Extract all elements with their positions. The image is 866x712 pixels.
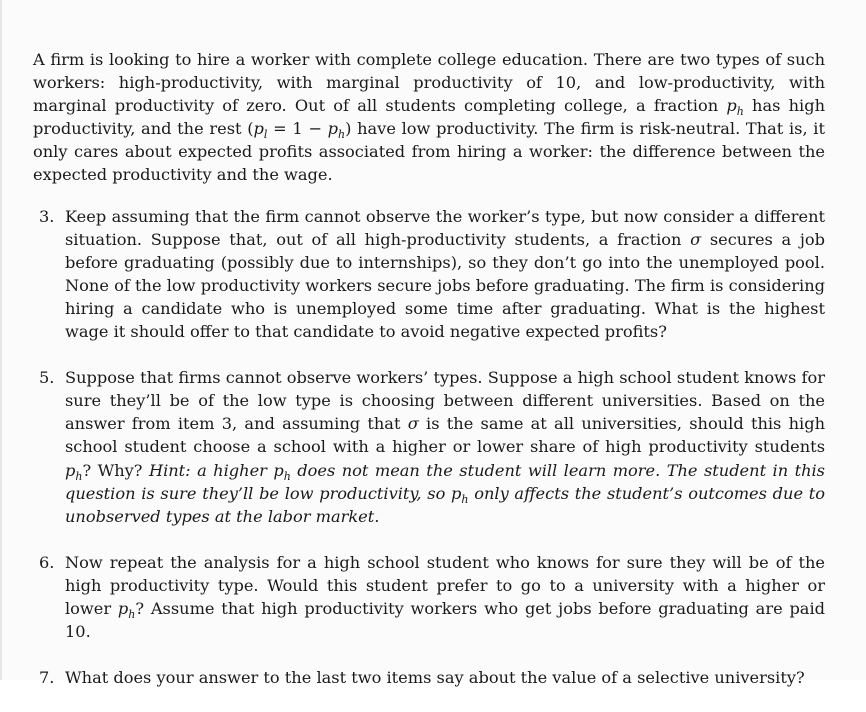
question-item-5 (33, 366, 825, 528)
math-ph: $p_h$ (273, 460, 291, 483)
question-item-6 (33, 551, 825, 643)
question-number: 3. (39, 206, 55, 226)
question-item-7 (33, 666, 825, 689)
question-list (33, 205, 825, 690)
math-ph: $p_h$ (451, 483, 469, 506)
math-ph: $p_h$ (117, 598, 136, 622)
question-text: Now repeat the analysis for a high school student who knows for sure they will be of the high productivity type. Would this student prefer to go to a university with a higher or lower $p_h$? Assume that high productivity workers who get jobs before graduating are paid 10. (65, 552, 825, 642)
question-text: What does your answer to the last two items say about the value of a selective university? (65, 668, 805, 688)
intro-paragraph (33, 48, 825, 187)
math-ph: $p_h$ (726, 96, 744, 119)
math-sigma: σ (690, 229, 702, 249)
question-item-3 (33, 205, 825, 344)
math-ph: $p_h$ (65, 460, 83, 483)
intro-text: ) have low productivity. The firm is risk-neutral. That is, it only cares about expected profits associated from hiring a worker: the difference between the expected productivity and the wage. (33, 119, 825, 185)
hint-text: Hint: a higher $p_h$ does not mean the student will learn more. The student in this question is sure they’ll be low productivity, so $p_h$ only affects the student’s outcomes due to unobserved types at the labor market. (65, 460, 825, 526)
question-number: 6. (39, 552, 55, 572)
intro-text: A firm is looking to hire a worker with complete college education. There are two types of such workers: high-productivity, with marginal productivity of 10, and low-productivity, with marginal productivity of zero. Out of all students completing college, a fraction (33, 50, 825, 116)
question-number: 5. (39, 368, 55, 388)
math-pl: $p_l$ (253, 119, 268, 142)
question-text: Suppose that firms cannot observe workers’ types. Suppose a high school student knows for sure they’ll be of the low type is choosing between different universities. Based on the answer from item 3, and assuming that σ is the same at all universities, should this high school student choose a school with a higher or lower share of high productivity students $p_h$? Why? Hint: a higher $p_h$ does not mean the student will learn more. The student in this question is sure they’ll be low productivity, so $p_h$ only affects the student’s outcomes due to unobserved types at the labor market. (65, 368, 825, 526)
math-sigma: σ (407, 414, 419, 434)
document-body (33, 48, 825, 712)
math-equation: = 1 − (267, 119, 328, 139)
math-ph: $p_h$ (327, 119, 346, 142)
intro-text: has high productivity, and the rest ( (33, 96, 825, 139)
question-number: 7. (39, 668, 55, 688)
question-text: Keep assuming that the firm cannot observe the worker’s type, but now consider a different situation. Suppose that, out of all high-productivity students, a fraction σ secures a job before graduating (possibly due to internships), so they don’t go into the unemployed pool. None of the low productivity workers secure jobs before graduating. The firm is considering hiring a candidate who is unemployed some time after graduating. What is the highest wage it should offer to that candidate to avoid negative expected profits? (65, 206, 825, 342)
